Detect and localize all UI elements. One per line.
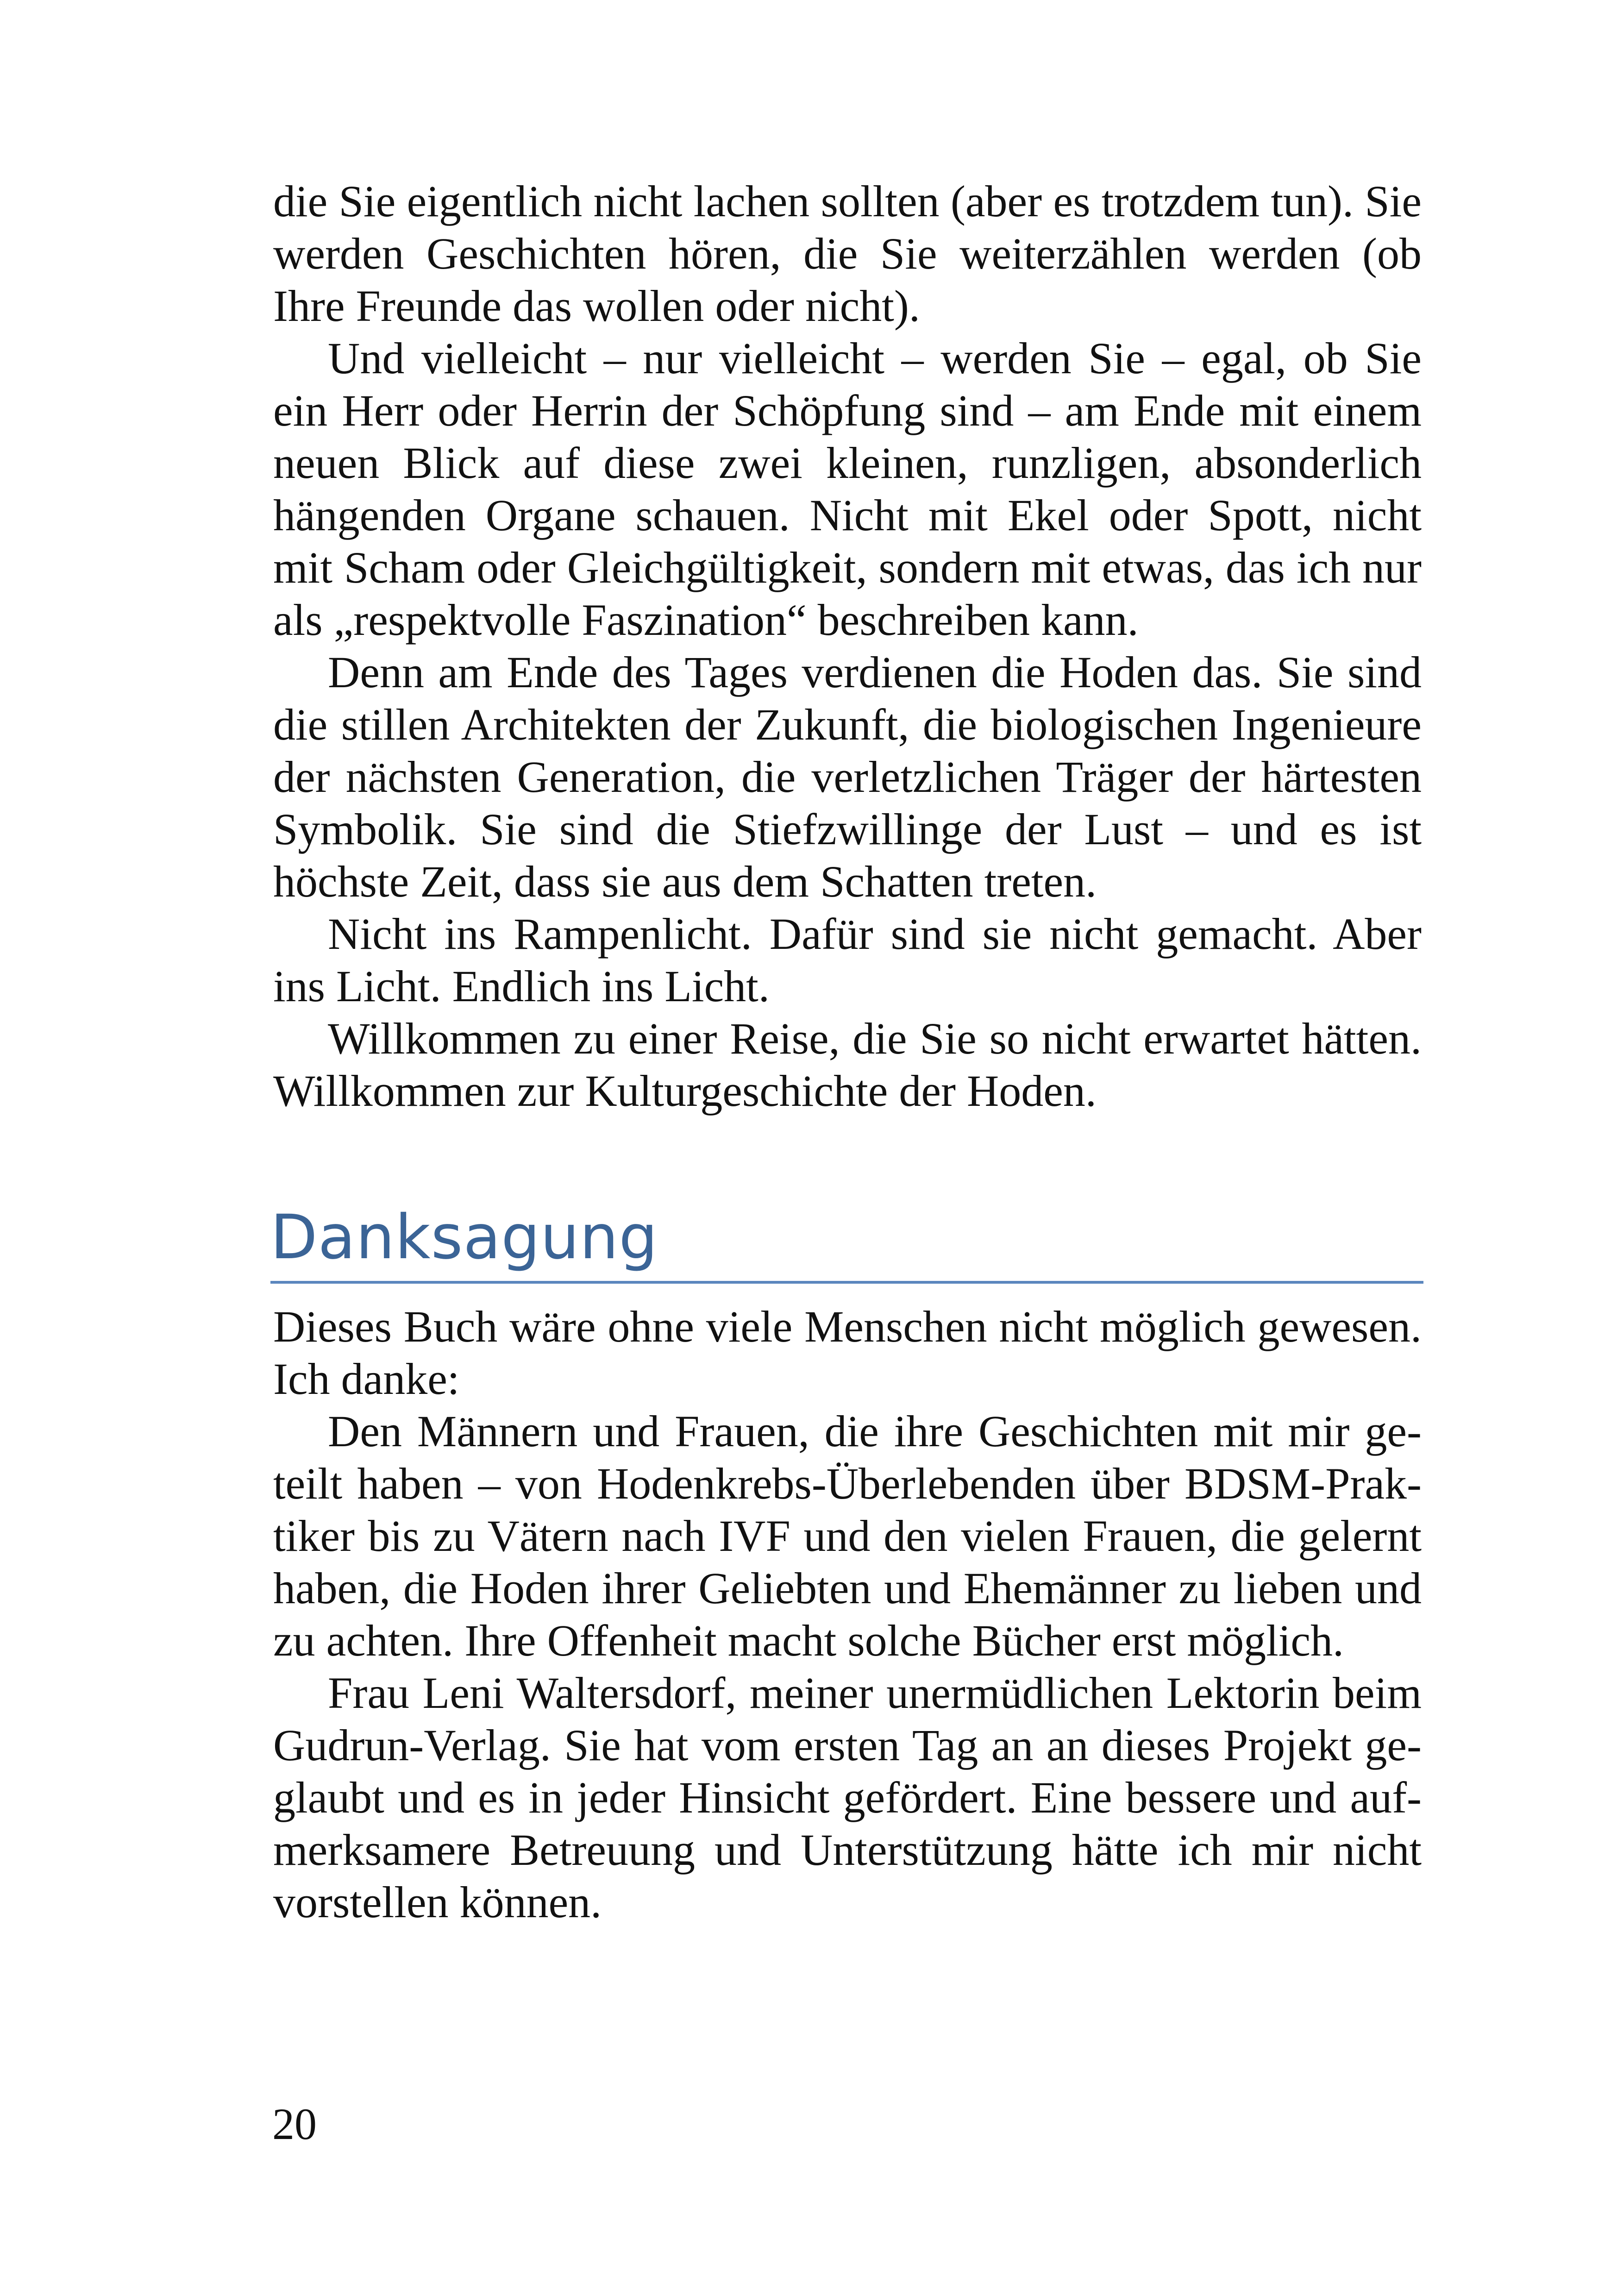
- intro-paragraph-architects: Denn am Ende des Tages verdienen die Hoden das. Sie sind die stillen Architekten der Zukunft, die biologischen Ingenieure der nächsten Generation, die verletzlichen Träger der härtesten Symbolik. Sie sind die Stiefzwillinge der Lust – und es ist höchste Zeit, dass sie aus dem Schatten treten.: [273, 647, 1422, 906]
- intro-paragraph-welcome: Willkommen zu einer Reise, die Sie so nicht erwartet hätten. Willkommen zur Kulturgeschichte der Hoden.: [273, 1014, 1422, 1116]
- intro-paragraph-light: Nicht ins Rampenlicht. Dafür sind sie nicht gemacht. Aber ins Licht. Endlich ins Licht.: [273, 909, 1422, 1011]
- acknowledgements-text-block: [273, 1300, 1422, 1928]
- acknowledgements-paragraph-editor: Frau Leni Waltersdorf, meiner unermüdlichen Lektorin beim Gudrun-Verlag. Sie hat vom ersten Tag an an dieses Projekt geglaubt und es in jeder Hinsicht gefördert. Eine bessere und aufmerksamere Betreuung und Unterstützung hätte ich mir nicht vorstellen können.: [273, 1668, 1422, 1927]
- page-number: 20: [272, 2099, 317, 2149]
- acknowledgements-heading: Danksagung: [270, 1202, 658, 1273]
- intro-paragraph-perspective: Und vielleicht – nur vielleicht – werden Sie – egal, ob Sie ein Herr oder Herrin der Schöpfung sind – am Ende mit einem neuen Blick auf diese zwei kleinen, runzligen, absonderlich hängenden Organe schauen. Nicht mit Ekel oder Spott, nicht mit Scham oder Gleichgültigkeit, sondern mit etwas, das ich nur als „respektvolle Faszination“ beschreiben kann.: [273, 333, 1422, 645]
- intro-paragraph-continuation: die Sie eigentlich nicht lachen sollten (aber es trotzdem tun). Sie werden Geschichten hören, die Sie weiterzählen werden (ob Ihre Freunde das wollen oder nicht).: [273, 176, 1422, 331]
- heading-underline-rule: [270, 1281, 1423, 1284]
- intro-text-block: [273, 175, 1422, 1117]
- acknowledgements-paragraph-intro: Dieses Buch wäre ohne viele Menschen nicht möglich gewesen. Ich danke:: [273, 1302, 1422, 1404]
- acknowledgements-paragraph-contributors: Den Männern und Frauen, die ihre Geschichten mit mir geteilt haben – von Hodenkrebs-Überlebenden über BDSM-Praktiker bis zu Vätern nach IVF und den vielen Frauen, die gelernt haben, die Hoden ihrer Geliebten und Ehemänner zu lieben und zu achten. Ihre Offenheit macht solche Bücher erst möglich.: [273, 1406, 1422, 1665]
